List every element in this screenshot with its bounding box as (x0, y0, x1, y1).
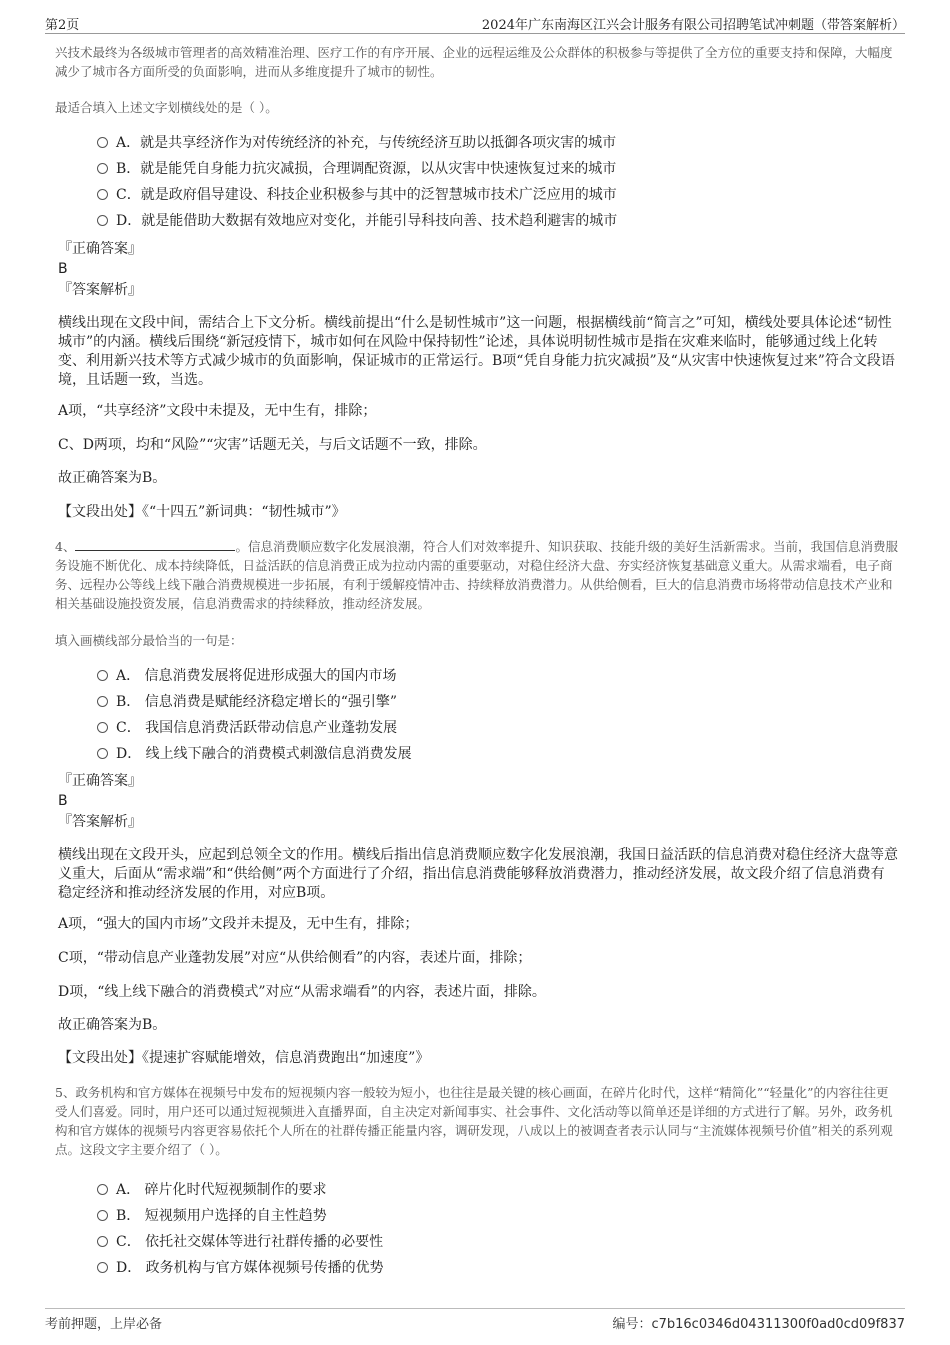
q5-option-a[interactable]: A． 碎片化时代短视频制作的要求 (97, 1178, 384, 1204)
page-number: 第2页 (45, 18, 80, 33)
q4-option-d[interactable]: D． 线上线下融合的消费模式刺激信息消费发展 (97, 742, 412, 768)
radio-icon[interactable] (97, 189, 108, 200)
q3-options (97, 131, 617, 235)
radio-icon[interactable] (97, 163, 108, 174)
radio-icon[interactable] (97, 1184, 108, 1195)
radio-icon[interactable] (97, 670, 108, 681)
q5-option-b[interactable]: B． 短视频用户选择的自主性趋势 (97, 1204, 384, 1230)
radio-icon[interactable] (97, 748, 108, 759)
q3-option-b[interactable]: B．就是能凭自身能力抗灾减损，合理调配资源，以从灾害中快速恢复过来的城市 (97, 157, 617, 183)
header-divider (45, 33, 905, 34)
q3-analysis-cd: C、D两项，均和“风险”“灾害”话题无关，与后文话题不一致，排除。 (58, 437, 487, 453)
q3-analysis-main: 横线出现在文段中间，需结合上下文分析。横线前提出“什么是韧性城市”这一问题，根据横线前“简言之”可知，横线处要具体论述“韧性城市”的内涵。横线后围绕“新冠疫情下，城市如何在风险中保持韧性”论述，具体说明韧性城市是指在灾难来临时，能够通过线上化转变、利用新兴技术等方式减少城市的负面影响，保证城市的正常运行。B项“凭自身能力抗灾减损”及“从灾害中快速恢复过来”符合文段语境，且话题一致，当选。 (58, 315, 895, 388)
q3-option-c[interactable]: C．就是政府倡导建设、科技企业积极参与其中的泛智慧城市技术广泛应用的城市 (97, 183, 617, 209)
q5-option-c[interactable]: C． 依托社交媒体等进行社群传播的必要性 (97, 1230, 384, 1256)
radio-icon[interactable] (97, 722, 108, 733)
q4-analysis-d: D项，“线上线下融合的消费模式”对应“从需求端看”的内容，表述片面，排除。 (58, 984, 546, 1000)
document-id: 编号：c7b16c0346d04311300f0ad0cd09f837 (612, 1317, 905, 1332)
q3-option-a[interactable]: A．就是共享经济作为对传统经济的补充，与传统经济互助以抵御各项灾害的城市 (97, 131, 617, 157)
q3-passage-tail: 兴技术最终为各级城市管理者的高效精准治理、医疗工作的有序开展、企业的远程运维及公众群体的积极参与等提供了全方位的重要支持和保障，大幅度减少了城市各方面所受的负面影响，进而从多维度提升了城市的韧性。 (55, 45, 893, 79)
q3-option-d[interactable]: D．就是能借助大数据有效地应对变化，并能引导科技向善、技术趋利避害的城市 (97, 209, 617, 235)
q3-analysis-label: 『答案解析』 (58, 282, 142, 298)
q4-analysis-main: 横线出现在文段开头，应起到总领全文的作用。横线后指出信息消费顺应数字化发展浪潮，我国日益活跃的信息消费对稳住经济大盘等意义重大，后面从“需求端”和“供给侧”两个方面进行了介绍，指出信息消费能够释放消费潜力，推动经济发展，故文段介绍了信息消费有稳定经济和推动经济发展的作用，对应B项。 (58, 847, 898, 901)
footer-divider (45, 1308, 905, 1309)
q4-answer: B (58, 793, 68, 809)
radio-icon[interactable] (97, 696, 108, 707)
q3-analysis-a: A项，“共享经济”文段中未提及，无中生有，排除； (58, 403, 377, 419)
radio-icon[interactable] (97, 137, 108, 148)
document-title: 2024年广东南海区江兴会计服务有限公司招聘笔试冲刺题（带答案解析） (481, 18, 905, 33)
q3-answer-label: 『正确答案』 (58, 241, 142, 257)
q4-option-b[interactable]: B． 信息消费是赋能经济稳定增长的“强引擎” (97, 690, 412, 716)
q4-stem: 填入画横线部分最恰当的一句是： (55, 633, 243, 648)
radio-icon[interactable] (97, 215, 108, 226)
q4-analysis-label: 『答案解析』 (58, 814, 142, 830)
page-header (45, 12, 905, 34)
q4-analysis-conclusion: 故正确答案为B。 (58, 1017, 167, 1033)
q4-option-c[interactable]: C． 我国信息消费活跃带动信息产业蓬勃发展 (97, 716, 412, 742)
radio-icon[interactable] (97, 1210, 108, 1221)
q5-passage: 5、政务机构和官方媒体在视频号中发布的短视频内容一般较为短小，也往往是最关键的核心画面，在碎片化时代，这样“精简化”“轻量化”的内容往往更受人们喜爱。同时，用户还可以通过短视频进入直播界面，自主决定对新闻事实、社会事件、文化活动等以简单还是详细的方式进行了解。另外，政务机构和官方媒体的视频号内容更容易依托个人所在的社群传播正能量内容，调研发现，八成以上的被调查者表示认同与“主流媒体视频号价值”相关的系列观点。这段文字主要介绍了（ ）。 (55, 1085, 893, 1157)
q4-analysis-c: C项，“带动信息产业蓬勃发展”对应“从供给侧看”的内容，表述片面，排除； (58, 950, 532, 966)
q5-options (97, 1178, 384, 1282)
q3-source: 【文段出处】《“十四五”新词典：“韧性城市”》 (58, 504, 346, 520)
q4-analysis-a: A项，“强大的国内市场”文段并未提及，无中生有，排除； (58, 916, 419, 932)
radio-icon[interactable] (97, 1262, 108, 1273)
q4-option-a[interactable]: A． 信息消费发展将促进形成强大的国内市场 (97, 664, 412, 690)
footer-slogan: 考前押题，上岸必备 (45, 1317, 163, 1332)
fill-blank (75, 538, 235, 551)
q4-options (97, 664, 412, 768)
q4-passage: 4、 。信息消费顺应数字化发展浪潮，符合人们对效率提升、知识获取、技能升级的美好生活新需求。当前，我国信息消费服务设施不断优化、成本持续降低，日益活跃的信息消费正成为拉动内需的重要驱动，对稳住经济大盘、夯实经济恢复基础意义重大。从需求端看，电子商务、远程办公等线上线下融合消费规模进一步拓展，有利于缓解疫情冲击、持续释放消费潜力。从供给侧看，巨大的信息消费市场将带动信息技术产业和相关基础设施投资发展，信息消费需求的持续释放，推动经济发展。 (55, 539, 898, 611)
q4-source: 【文段出处】《提速扩容赋能增效，信息消费跑出“加速度”》 (58, 1050, 430, 1066)
radio-icon[interactable] (97, 1236, 108, 1247)
q4-answer-label: 『正确答案』 (58, 773, 142, 789)
q3-answer: B (58, 261, 68, 277)
q5-option-d[interactable]: D． 政务机构与官方媒体视频号传播的优势 (97, 1256, 384, 1282)
q3-analysis-conclusion: 故正确答案为B。 (58, 470, 167, 486)
q3-stem: 最适合填入上述文字划横线处的是（ ）。 (55, 100, 278, 115)
